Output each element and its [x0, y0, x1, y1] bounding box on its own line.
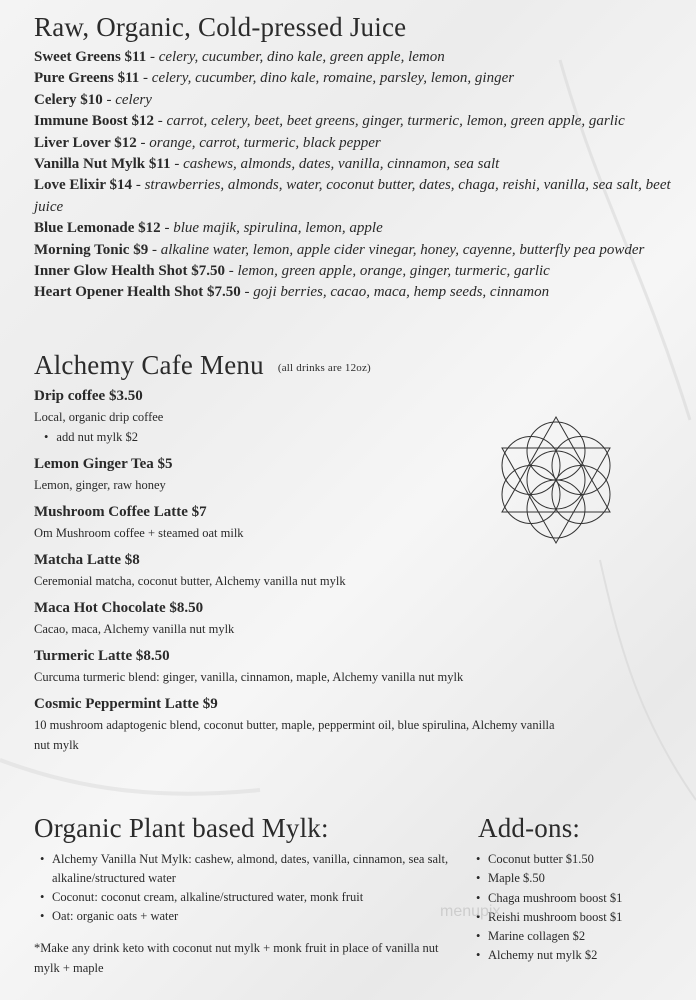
cafe-item-desc: 10 mushroom adaptogenic blend, coconut butter, maple, peppermint oil, blue spirulina, Alchemy vanilla nut mylk	[34, 718, 555, 752]
juice-ingredients: celery, cucumber, dino kale, romaine, parsley, lemon, ginger	[151, 70, 515, 87]
juice-ingredients: celery	[115, 91, 152, 108]
juice-name: Pure Greens $11	[34, 70, 140, 87]
juice-item: Celery $10 - celery	[34, 91, 152, 108]
cafe-item-desc: Om Mushroom coffee + steamed oat milk	[34, 526, 244, 540]
mylk-title: Organic Plant based Mylk:	[34, 813, 329, 843]
juice-ingredients: alkaline water, lemon, apple cider vinegar, honey, cayenne, butterfly pea powder	[160, 241, 645, 258]
cafe-item-name: Drip coffee $3.50	[34, 388, 143, 404]
cafe-item-name: Cosmic Peppermint Latte $9	[34, 696, 218, 712]
cafe-item-desc: Curcuma turmeric blend: ginger, vanilla, cinnamon, maple, Alchemy vanilla nut mylk	[34, 670, 464, 684]
mylk-list	[34, 850, 464, 926]
juice-name: Vanilla Nut Mylk $11	[34, 156, 171, 173]
juice-name: Heart Opener Health Shot $7.50	[34, 284, 241, 301]
juice-ingredients: orange, carrot, turmeric, black pepper	[149, 134, 381, 151]
juice-name: Love Elixir $14	[34, 177, 133, 194]
cafe-item-desc: Ceremonial matcha, coconut butter, Alchemy vanilla nut mylk	[34, 574, 346, 588]
mylk-item: • Alchemy Vanilla Nut Mylk: cashew, almond, dates, vanilla, cinnamon, sea salt, alkaline/structured water	[52, 850, 464, 888]
cafe-item-option: • add nut mylk $2	[34, 427, 594, 447]
juice-name: Blue Lemonade $12	[34, 220, 161, 237]
addon-item: • Coconut butter $1.50	[488, 850, 688, 869]
juice-title: Raw, Organic, Cold-pressed Juice	[34, 12, 407, 42]
juice-name: Morning Tonic $9	[34, 241, 149, 258]
cafe-item-name: Mushroom Coffee Latte $7	[34, 504, 207, 520]
keto-note: *Make any drink keto with coconut nut mylk + monk fruit in place of vanilla nut mylk + maple	[34, 941, 439, 975]
juice-item: Sweet Greens $11 - celery, cucumber, dino kale, green apple, lemon	[34, 49, 445, 65]
cafe-item	[34, 693, 594, 755]
cafe-item-name: Matcha Latte $8	[34, 552, 140, 568]
mylk-section	[34, 813, 464, 978]
juice-section	[34, 12, 694, 304]
juice-ingredients: celery, cucumber, dino kale, green apple, lemon	[158, 49, 445, 65]
mylk-item: • Coconut: coconut cream, alkaline/structured water, monk fruit	[52, 888, 464, 907]
juice-item: Blue Lemonade $12 - blue majik, spirulina, lemon, apple	[34, 220, 383, 237]
cafe-section	[34, 350, 594, 755]
cafe-item-desc: Local, organic drip coffee	[34, 410, 164, 424]
juice-ingredients: carrot, celery, beet, beet greens, ginger, turmeric, lemon, green apple, garlic	[166, 113, 625, 130]
addons-list	[478, 850, 688, 966]
cafe-title	[34, 350, 594, 381]
juice-item: Liver Lover $12 - orange, carrot, turmeric, black pepper	[34, 134, 381, 151]
seed-of-life-icon	[498, 412, 614, 548]
juice-item: Heart Opener Health Shot $7.50 - goji berries, cacao, maca, hemp seeds, cinnamon	[34, 284, 550, 301]
cafe-item	[34, 549, 594, 591]
watermark: menupix	[440, 903, 501, 920]
addon-item: • Alchemy nut mylk $2	[488, 946, 688, 965]
addon-item: • Maple $.50	[488, 869, 688, 888]
juice-item: Pure Greens $11 - celery, cucumber, dino kale, romaine, parsley, lemon, ginger	[34, 70, 515, 87]
cafe-item-desc: Cacao, maca, Alchemy vanilla nut mylk	[34, 622, 235, 636]
cafe-item-name: Maca Hot Chocolate $8.50	[34, 600, 204, 616]
addon-item: • Chaga mushroom boost $1	[488, 889, 688, 908]
cafe-item-name: Turmeric Latte $8.50	[34, 648, 170, 664]
cafe-item	[34, 597, 594, 639]
juice-item: Vanilla Nut Mylk $11 - cashews, almonds, dates, vanilla, cinnamon, sea salt	[34, 156, 500, 173]
juice-ingredients: blue majik, spirulina, lemon, apple	[173, 220, 383, 237]
addon-item: • Marine collagen $2	[488, 927, 688, 946]
juice-ingredients: strawberries, almonds, water, coconut butter, dates, chaga, reishi, vanilla, sea salt, beet juice	[34, 177, 671, 215]
addon-item: • Reishi mushroom boost $1	[488, 908, 688, 927]
addons-section	[478, 813, 688, 966]
cafe-item	[34, 645, 594, 687]
juice-name: Liver Lover $12	[34, 134, 137, 151]
juice-item: Immune Boost $12 - carrot, celery, beet, beet greens, ginger, turmeric, lemon, green apple, garlic	[34, 113, 625, 130]
cafe-item-desc: Lemon, ginger, raw honey	[34, 478, 166, 492]
juice-item: Inner Glow Health Shot $7.50 - lemon, green apple, orange, ginger, turmeric, garlic	[34, 263, 550, 280]
addons-title: Add-ons:	[478, 813, 581, 843]
cafe-item-name: Lemon Ginger Tea $5	[34, 456, 173, 472]
juice-item: Morning Tonic $9 - alkaline water, lemon, apple cider vinegar, honey, cayenne, butterfly pea powder	[34, 241, 645, 258]
juice-ingredients: lemon, green apple, orange, ginger, turmeric, garlic	[237, 263, 550, 280]
juice-name: Inner Glow Health Shot $7.50	[34, 263, 225, 280]
juice-ingredients: goji berries, cacao, maca, hemp seeds, cinnamon	[253, 284, 550, 301]
juice-name: Immune Boost $12	[34, 113, 155, 130]
juice-name: Sweet Greens $11	[34, 49, 147, 65]
mylk-item: • Oat: organic oats + water	[52, 907, 464, 926]
juice-item: Love Elixir $14 - strawberries, almonds, water, coconut butter, dates, chaga, reishi, vanilla, sea salt, beet juice	[34, 177, 671, 215]
juice-ingredients: cashews, almonds, dates, vanilla, cinnamon, sea salt	[183, 156, 500, 173]
cafe-title-text: Alchemy Cafe Menu	[34, 350, 264, 380]
cafe-size-note: (all drinks are 12oz)	[277, 361, 371, 374]
juice-name: Celery $10	[34, 91, 103, 108]
